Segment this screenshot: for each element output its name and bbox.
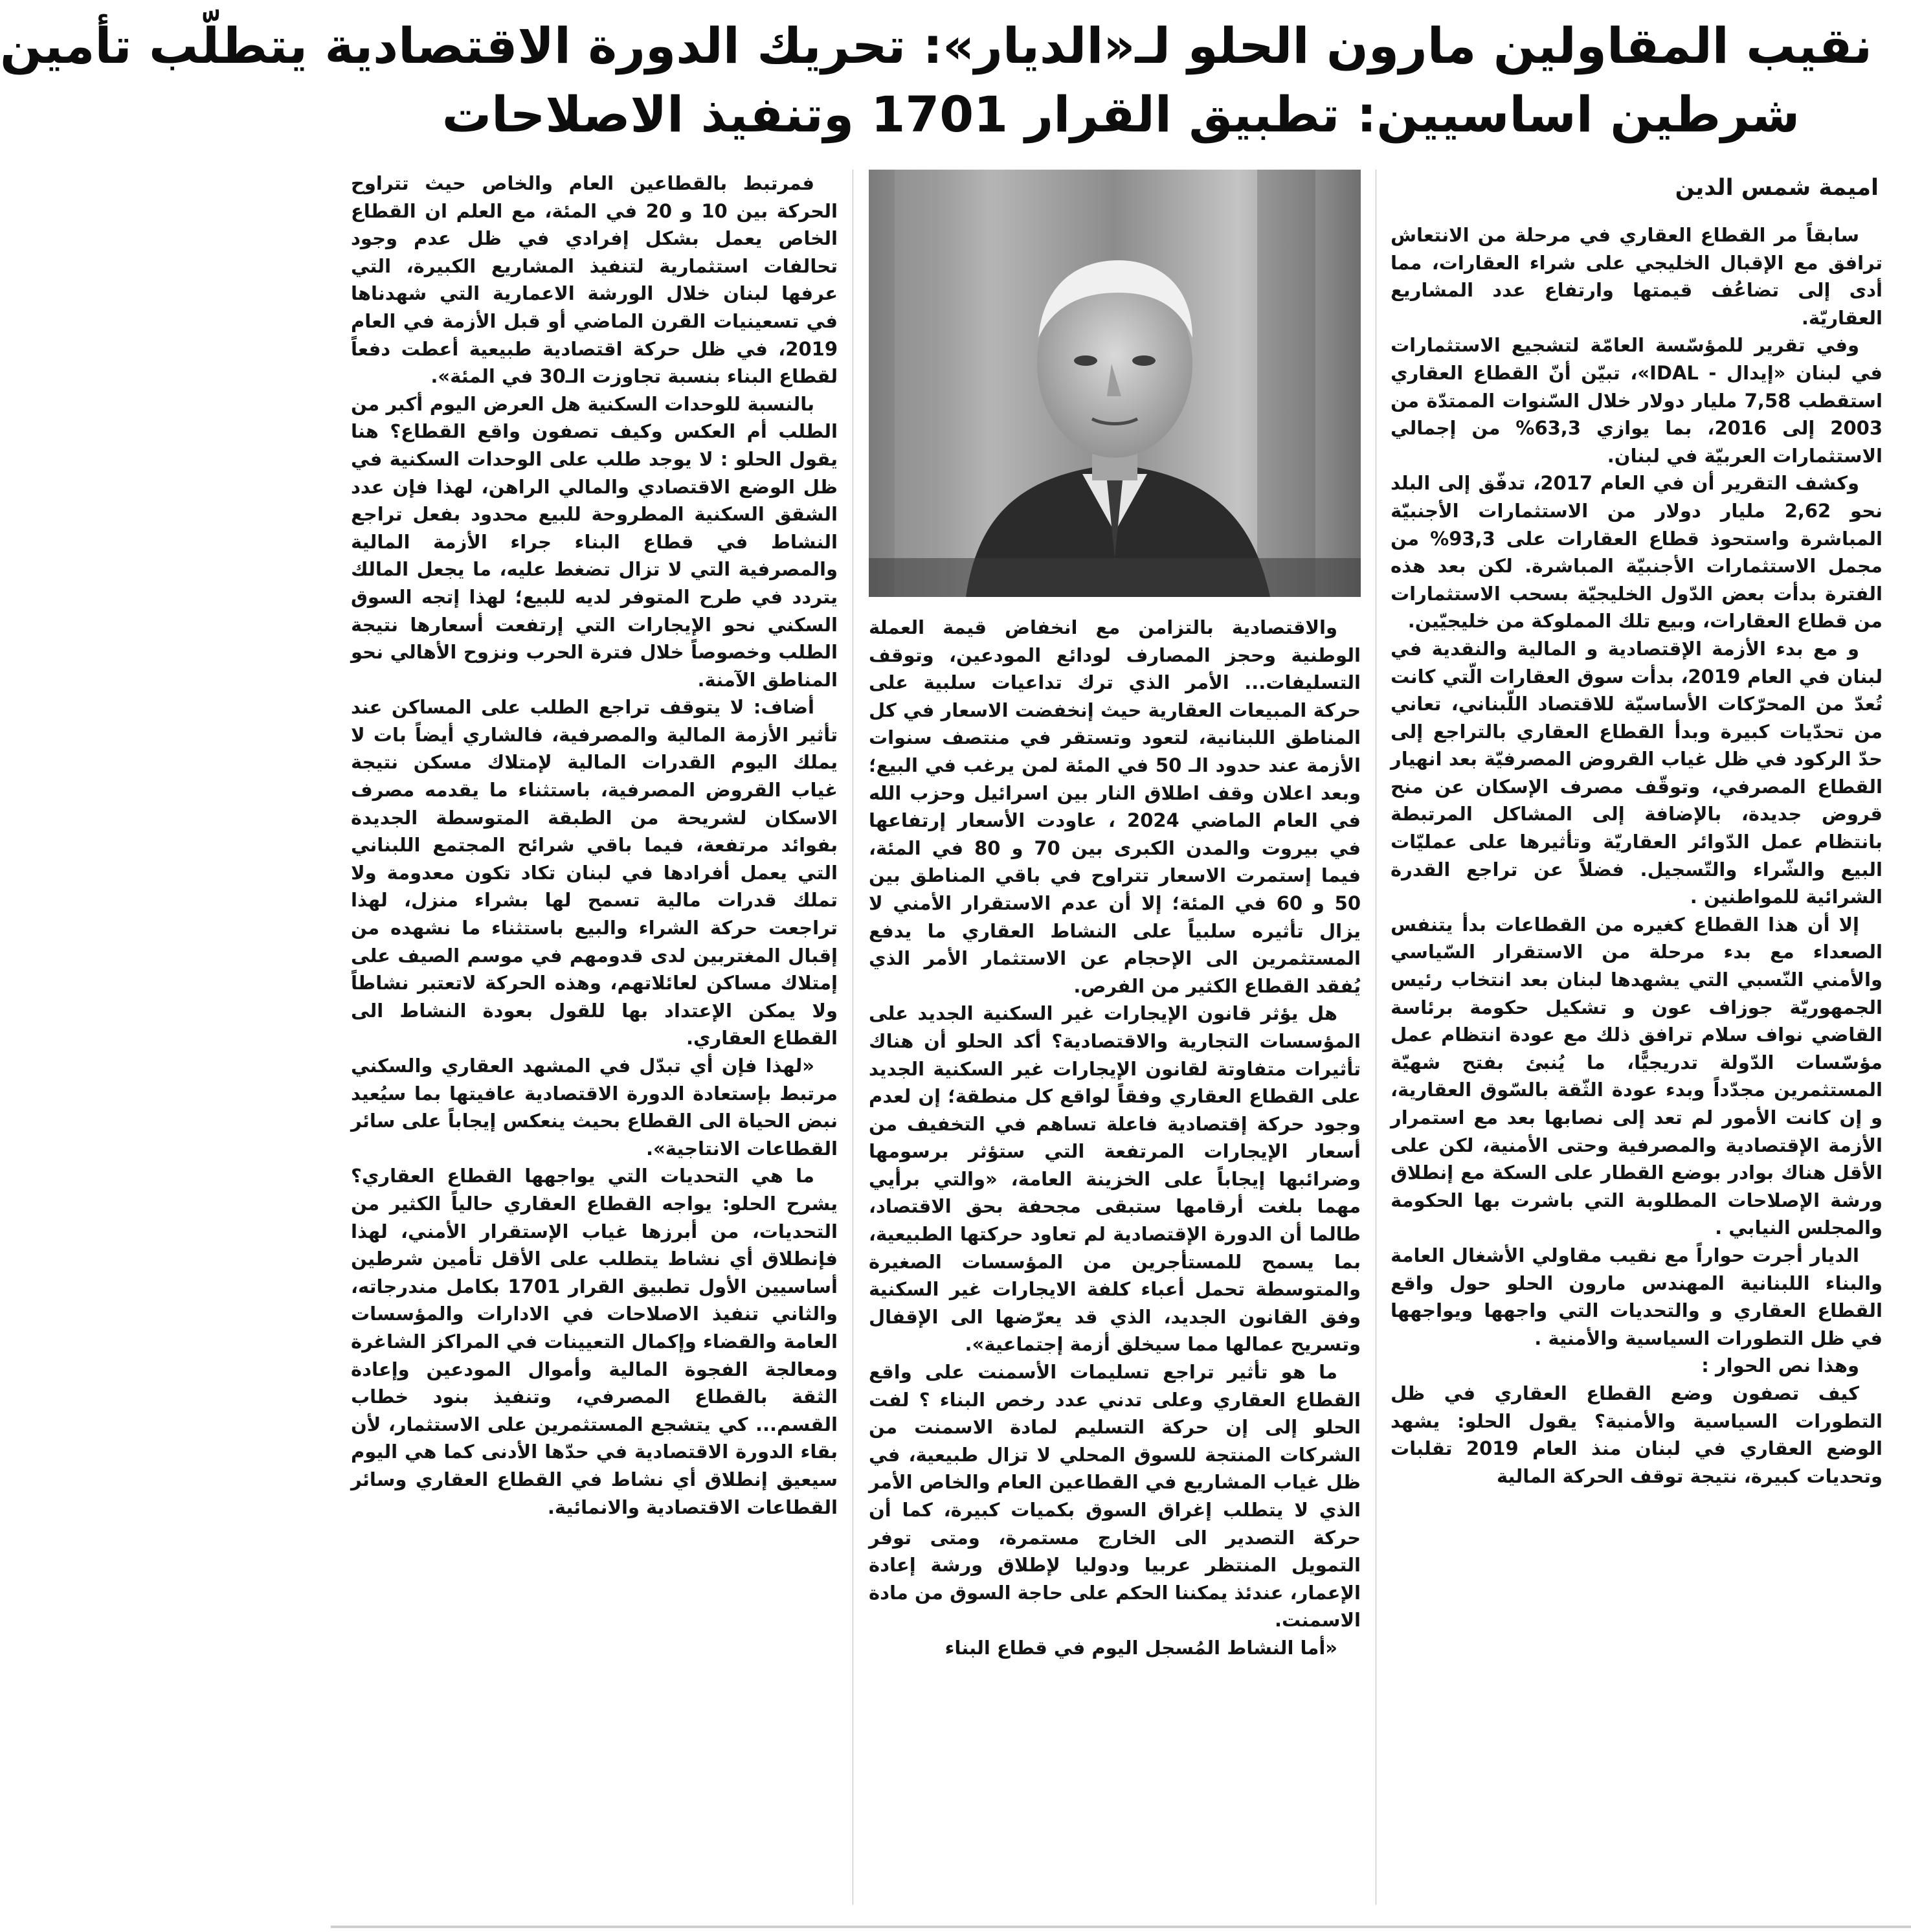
paragraph: إلا أن هذا القطاع كغيره من القطاعات بدأ يتنفس الصعداء مع بدء مرحلة من الاستقرار السّياسي والأمني النّسبي التي يشهدها لبنان بعد انتخاب رئيس الجمهوريّة جوزاف عون و تشكيل حكومة برئاسة القاضي نواف سلام ترافق ذلك مع عودة انتظام عمل مؤسّسات الدّولة تدريجيًّا، ما يُنبئ بفتح شهيّة المستثمرين مجدّداً وبدء عودة الثّقة بالسّوق العقارية، و إن كانت الأمور لم تعد إلى نصابها بعد مع استمرار الأزمة الإقتصادية والمصرفية وحتى الأمنية، لكن على الأقل هناك بوادر بوضع القطار على السكة مع إنطلاق ورشة الإصلاحات المطلوبة التي باشرت بها الحكومة والمجلس النيابي . [1391,913,1883,1239]
headline [0,12,1872,154]
byline: اميمة شمس الدين [1675,175,1879,201]
headline-line-1: نقيب المقاولين مارون الحلو لـ«الديار»: تحريك الدورة الاقتصادية يتطلّب تأمين [0,17,1872,74]
article-column-right [1391,170,1883,1905]
paragraph: «أما النشاط المُسجل اليوم في قطاع البناء [944,1636,1337,1659]
paragraph: فمرتبط بالقطاعين العام والخاص حيث تتراوح الحركة بين 10 و 20 في المئة، مع العلم ان القطاع الخاص يعمل بشكل إفرادي في ظل عدم وجود تحالفات استثمارية لتنفيذ المشاريع الكبيرة، التي عرفها لبنان خلال الورشة الاعمارية التي شهدناها في تسعينيات القرن الماضي أو قبل الأزمة في العام 2019، في ظل حركة اقتصادية طبيعية أعطت دفعاً لقطاع البناء بنسبة تجاوزت الـ30 في المئة». [351,172,838,388]
page-bottom-rule [331,1926,1911,1928]
paragraph: وهذا نص الحوار : [1701,1354,1859,1377]
portrait-photo [869,170,1361,597]
article-column-middle [869,170,1361,1905]
paragraph: سابقاً مر القطاع العقاري في مرحلة من الانتعاش ترافق مع الإقبال الخليجي على شراء العقارات، مما أدى إلى تضاعُف قيمتها وارتفاع عدد المشاريع العقاريّة. [1391,224,1883,329]
paragraph: أضاف: لا يتوقف تراجع الطلب على المساكن عند تأثير الأزمة المالية والمصرفية، فالشاري أيضاً بات لا يملك اليوم القدرات المالية لإمتلاك مسكن نتيجة غياب القروض المصرفية، باستثناء ما يقدمه مصرف الاسكان لشريحة من الطبقة المتوسطة الجديدة بفوائد مرتفعة، فيما باقي شرائح المجتمع اللبناني التي يعمل أفرادها في لبنان تكاد تكون معدومة ولا تملك قدرات مالية تسمح لها بشراء منزل، لهذا تراجعت حركة الشراء والبيع باستثناء ما نشهده من إقبال المغتربين لدى قدومهم في موسم الصيف على إمتلاك مساكن لعائلاتهم، وهذه الحركة لاتعتبر نشاطاً ولا يمكن الإعتداد بها للقول بعودة النشاط الى القطاع العقاري. [351,696,838,1050]
paragraph: وفي تقرير للمؤسّسة العامّة لتشجيع الاستثمارات في لبنان «إيدال - IDAL»، تبيّن أنّ القطاع العقاري استقطب 7,58 مليار دولار خلال السّنوات الممتدّة من 2003 إلى 2016، بما يوازي 63,3% من إجمالي الاستثمارات العربيّة في لبنان. [1391,334,1883,467]
paragraph: بالنسبة للوحدات السكنية هل العرض اليوم أكبر من الطلب أم العكس وكيف تصفون واقع القطاع؟ هنا يقول الحلو : لا يوجد طلب على الوحدات السكنية في ظل الوضع الاقتصادي والمالي الراهن، لهذا فإن عدد الشقق السكنية المطروحة للبيع محدود بفعل تراجع النشاط في قطاع البناء جراء الأزمة المالية والمصرفية التي لا تزال تضغط عليه، ما يجعل المالك يتردد في طرح المتوفر لديه للبيع؛ لهذا إتجه السوق السكني نحو الإيجارات التي إرتفعت أسعارها نتيجة الطلب وخصوصاً خلال فترة الحرب ونزوح الأهالي نحو المناطق الآمنة. [351,392,838,691]
paragraph: والاقتصادية بالتزامن مع انخفاض قيمة العملة الوطنية وحجز المصارف لودائع المودعين، وتوقف التسليفات... الأمر الذي ترك تداعيات سلبية على حركة المبيعات العقارية حيث إنخفضت الاسعار في كل المناطق اللبنانية، لتعود وتستقر في منتصف سنوات الأزمة عند حدود الـ 50 في المئة لمن يرغب في البيع؛ وبعد اعلان وقف اطلاق النار بين اسرائيل وحزب الله في العام الماضي 2024 ، عاودت الأسعار إرتفاعها في بيروت والمدن الكبرى بين 70 و 80 في المئة، فيما إستمرت الاسعار تتراوح في باقي المناطق بين 50 و 60 في المئة؛ إلا أن عدم الاستقرار الأمني لا يزال تأثيره سلبياً على النشاط العقاري ما يدفع المستثمرين الى الإحجام عن الاستثمار الأمر الذي يُفقد القطاع الكثير من الفرص. [869,616,1361,997]
headline-line-2: شرطين اساسيين: تطبيق القرار 1701 وتنفيذ الاصلاحات [441,85,1800,143]
paragraph: و مع بدء الأزمة الإقتصادية و المالية والنقدية في لبنان في العام 2019، بدأت سوق العقارات الّتي كانت تُعدّ من المحرّكات الأساسيّة للاقتصاد اللّبناني، تعاني من تحدّيات كبيرة وبدأ القطاع العقاري بالتراجع إلى حدّ الركود في ظل غياب القروض المصرفيّة بعد انهيار القطاع المصرفي، وتوقّف مصرف الإسكان عن منح قروض جديدة، بالإضافة إلى المشاكل المرتبطة بانتظام عمل الدّوائر العقاريّة وتأثيرها على عمليّات البيع والشّراء والتّسجيل. فضلاً عن تراجع القدرة الشرائية للمواطنين . [1391,637,1883,908]
paragraph: وكشف التقرير أن في العام 2017، تدفّق إلى البلد نحو 2,62 مليار دولار من الاستثمارات الأجنبيّة المباشرة واستحوذ قطاع العقارات على 93,3% من مجمل الاستثمارات الأجنبيّة المباشرة. لكن بعد هذه الفترة بدأت بعض الدّول الخليجيّة بسحب الاستثمارات من قطاع العقارات، وبيع تلك المملوكة من خليجيّين. [1391,472,1883,633]
paragraph: ما هو تأثير تراجع تسليمات الأسمنت على واقع القطاع العقاري وعلى تدني عدد رخص البناء ؟ لفت الحلو إلى إن حركة التسليم لمادة الاسمنت من الشركات المنتجة للسوق المحلي لا تزال طبيعية، في ظل غياب المشاريع في القطاعين العام والخاص الأمر الذي لا يتطلب إغراق السوق بكميات كبيرة، كما أن حركة التصدير الى الخارج مستمرة، ومتى توفر التمويل المنتظر عربيا ودوليا لإطلاق ورشة إعادة الإعمار، عندئذ يمكننا الحكم على حاجة السوق من مادة الاسمنت. [869,1361,1361,1632]
paragraph: «لهذا فإن أي تبدّل في المشهد العقاري والسكني مرتبط بإستعادة الدورة الاقتصادية عافيتها بما سيُعيد نبض الحياة الى القطاع بحيث ينعكس إيجاباً على سائر القطاعات الانتاجية». [351,1055,838,1160]
paragraph: ما هي التحديات التي يواجهها القطاع العقاري؟ يشرح الحلو: يواجه القطاع العقاري حالياً الكثير من التحديات، من أبرزها غياب الإستقرار الأمني، لهذا فإنطلاق أي نشاط يتطلب على الأقل تأمين شرطين أساسيين الأول تطبيق القرار 1701 بكامل مندرجاته، والثاني تنفيذ الاصلاحات في الادارات والمؤسسات العامة والقضاء وإكمال التعيينات في المراكز الشاغرة ومعالجة الفجوة المالية وأموال المودعين وإعادة الثقة بالقطاع المصرفي، وتنفيذ بنود خطاب القسم... كي يتشجع المستثمرين على الاستثمار، لأن بقاء الدورة الاقتصادية في حدّها الأدنى كما هي اليوم سيعيق إنطلاق أي نشاط في القطاع العقاري وسائر القطاعات الاقتصادية والانمائية. [351,1165,838,1518]
paragraph: هل يؤثر قانون الإيجارات غير السكنية الجديد على المؤسسات التجارية والاقتصادية؟ أكد الحلو أن هناك تأثيرات متفاوتة لقانون الإيجارات غير السكنية الجديد على القطاع العقاري وفقاً لواقع كل منطقة؛ إن لعدم وجود حركة إقتصادية فاعلة تساهم في التخفيف من أسعار الإيجارات المرتفعة التي ستؤثر برسومها وضرائبها إيجاباً على الخزينة العامة، «والتي برأيي مهما بلغت أرقامها ستبقى مجحفة بحق الاقتصاد، طالما أن الدورة الإقتصادية لم تعاود حركتها الطبيعية، بما يسمح للمستأجرين من المؤسسات الصغيرة والمتوسطة تحمل أعباء كلفة الايجارات غير السكنية وفق القانون الجديد، الذي قد يعرّضها الى الإقفال وتسريح عمالها مما سيخلق أزمة إجتماعية». [869,1002,1361,1356]
article-column-left [351,170,838,1905]
paragraph: الديار أجرت حواراً مع نقيب مقاولي الأشغال العامة والبناء اللبنانية المهندس مارون الحلو حول واقع القطاع العقاري و والتحديات التي واجهها ويواجهها في ظل التطورات السياسية والأمنية . [1391,1244,1883,1349]
paragraph: كيف تصفون وضع القطاع العقاري في ظل التطورات السياسية والأمنية؟ يقول الحلو: يشهد الوضع العقاري في لبنان منذ العام 2019 تقلبات وتحديات كبيرة، نتيجة توقف الحركة المالية [1391,1382,1883,1487]
portrait-illustration [869,170,1361,597]
